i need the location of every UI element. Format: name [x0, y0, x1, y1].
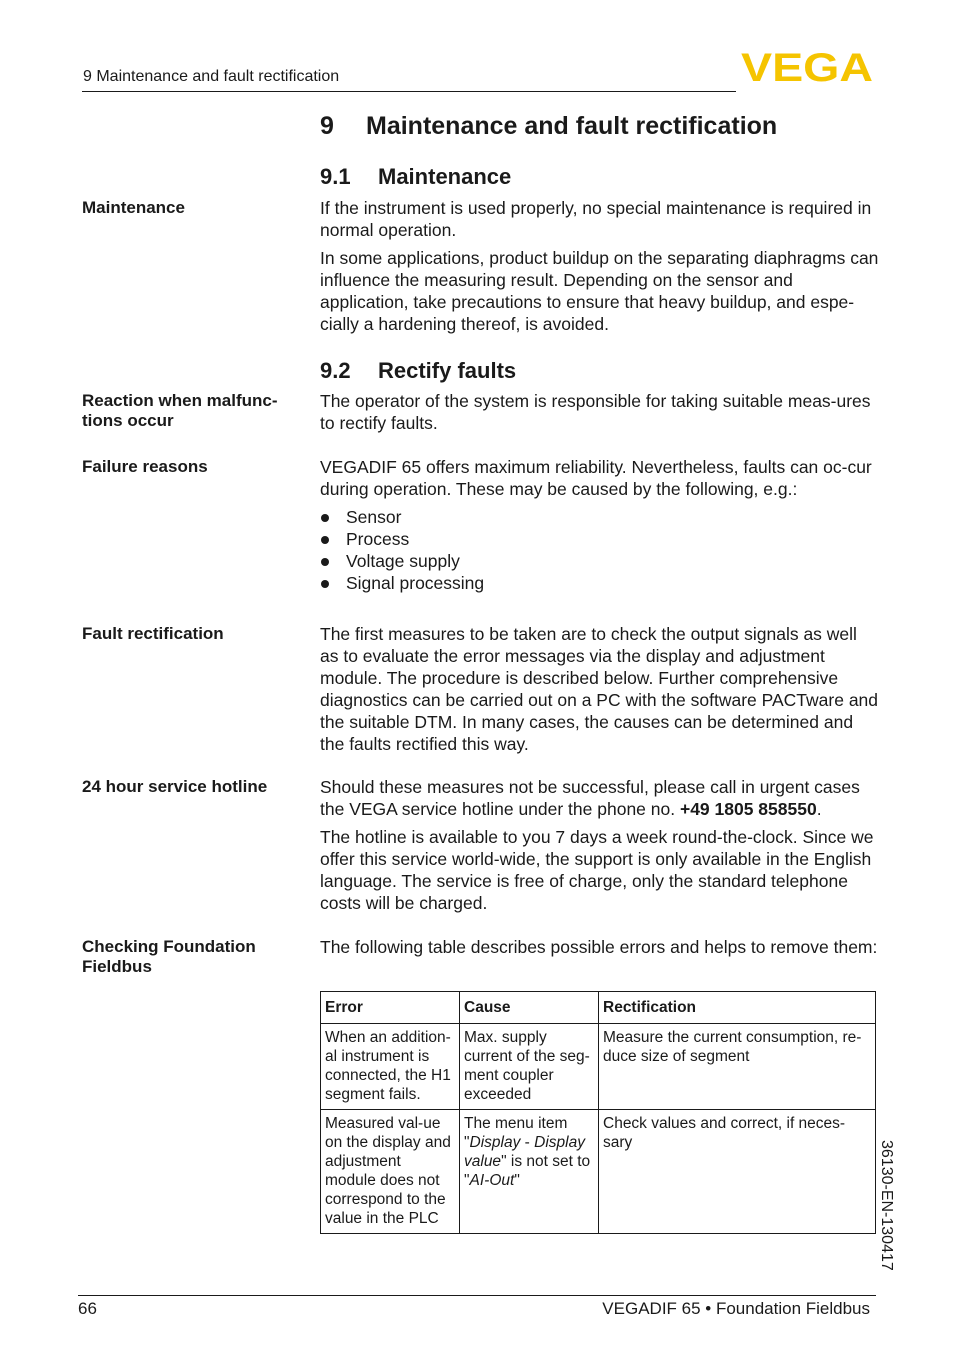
side-label-failure-reasons: Failure reasons — [82, 457, 208, 476]
document-code: 36130-EN-130417 — [878, 1140, 895, 1271]
cause-text: - — [520, 1134, 535, 1151]
section-heading-maintenance — [320, 164, 511, 190]
footer-document-title: VEGADIF 65 • Foundation Fieldbus — [602, 1299, 870, 1318]
hotline-availability: The hotline is available to you 7 days a week round-the-clock. Since we offer this service world-wide, the support is only available in the English language. The service is free of charge, only the standard telephone costs will be charged. — [320, 827, 874, 913]
hotline-text-end: . — [816, 799, 822, 819]
failure-reasons-block — [320, 456, 880, 594]
reaction-text: The operator of the system is responsible for taking suitable meas-ures to rectify faults. — [320, 391, 871, 433]
fault-table — [320, 991, 876, 1234]
cell-rectification: Check values and correct, if neces-sary — [599, 1110, 876, 1234]
section-heading-rectify-faults — [320, 358, 516, 384]
side-label-reaction: Reaction when malfunc-tions occur — [82, 391, 278, 430]
list-item: Signal processing — [320, 572, 880, 594]
section-number: 9.2 — [320, 358, 351, 383]
hotline-phone: +49 1805 858550 — [679, 799, 817, 819]
cause-text: " — [514, 1172, 520, 1189]
list-item: Voltage supply — [320, 550, 880, 572]
fault-rectification-text: The first measures to be taken are to check the output signals as well as to evaluate the error messages via the display and adjustment module. The procedure is described below. Further comprehensive diagnostics can be carried out on a PC with the software PACTware and the suitable DTM. In many cases, the causes can be determined and the faults rectified this way. — [320, 624, 879, 754]
column-header-error: Error — [321, 992, 460, 1024]
column-header-cause: Cause — [460, 992, 599, 1024]
list-item: Process — [320, 528, 880, 550]
paragraph: In some applications, product buildup on the separating diaphragms can influence the measuring result. Depending on the sensor and application, take precautions to ensure that heavy buildup, and espe-cially a hardening thereof, is avoided. — [320, 248, 879, 334]
side-label-maintenance: Maintenance — [82, 198, 185, 217]
side-label-checking-fieldbus: Checking Foundation Fieldbus — [82, 937, 256, 976]
header-divider — [82, 91, 736, 92]
chapter-number: 9 — [320, 112, 334, 140]
column-header-rectification: Rectification — [599, 992, 876, 1024]
section-title: Maintenance — [378, 164, 512, 189]
side-label-hotline: 24 hour service hotline — [82, 777, 268, 796]
menu-name: Display — [469, 1134, 521, 1151]
hotline-paragraph — [320, 776, 880, 820]
hotline-block — [320, 776, 880, 914]
side-label-fault-rectification: Fault rectification — [82, 624, 224, 643]
running-header: 9 Maintenance and fault rectification — [83, 68, 340, 85]
page-number: 66 — [78, 1299, 97, 1318]
paragraph: If the instrument is used properly, no special maintenance is required in normal operation. — [320, 198, 872, 240]
cell-cause: Max. supply current of the seg-ment coupler exceeded — [460, 1024, 599, 1110]
menu-name: Display value — [464, 1134, 585, 1170]
section-number: 9.1 — [320, 164, 351, 189]
cell-rectification: Measure the current consumption, re-duce size of segment — [599, 1024, 876, 1110]
checking-text: The following table describes possible errors and helps to remove them: — [320, 937, 878, 957]
vega-logo — [741, 50, 873, 84]
failure-list — [320, 506, 880, 594]
section-title: Rectify faults — [378, 358, 517, 383]
cell-error: When an addition-al instrument is connected, the H1 segment fails. — [321, 1024, 460, 1110]
cell-cause — [460, 1110, 599, 1234]
logo-text: VEGA — [741, 50, 873, 84]
failure-text: VEGADIF 65 offers maximum reliability. Nevertheless, faults can oc-cur during operation. These may be caused by the following, e.g.: — [320, 457, 872, 499]
cause-text: " is not set to " — [464, 1153, 591, 1189]
menu-value: AI-Out — [469, 1172, 515, 1189]
footer-divider — [78, 1295, 876, 1296]
table-row — [321, 1024, 876, 1110]
list-item: Sensor — [320, 506, 880, 528]
maintenance-text — [320, 197, 880, 335]
hotline-text: Should these measures not be successful, please call in urgent cases the VEGA service hotline under the phone no. — [320, 777, 860, 819]
chapter-title — [320, 112, 777, 141]
table-header-row — [321, 992, 876, 1024]
chapter-title-text: Maintenance and fault rectification — [366, 112, 778, 140]
cell-error: Measured val-ue on the display and adjustment module does not correspond to the value in the PLC — [321, 1110, 460, 1234]
table-row — [321, 1110, 876, 1234]
cause-text: The menu item " — [464, 1115, 568, 1151]
